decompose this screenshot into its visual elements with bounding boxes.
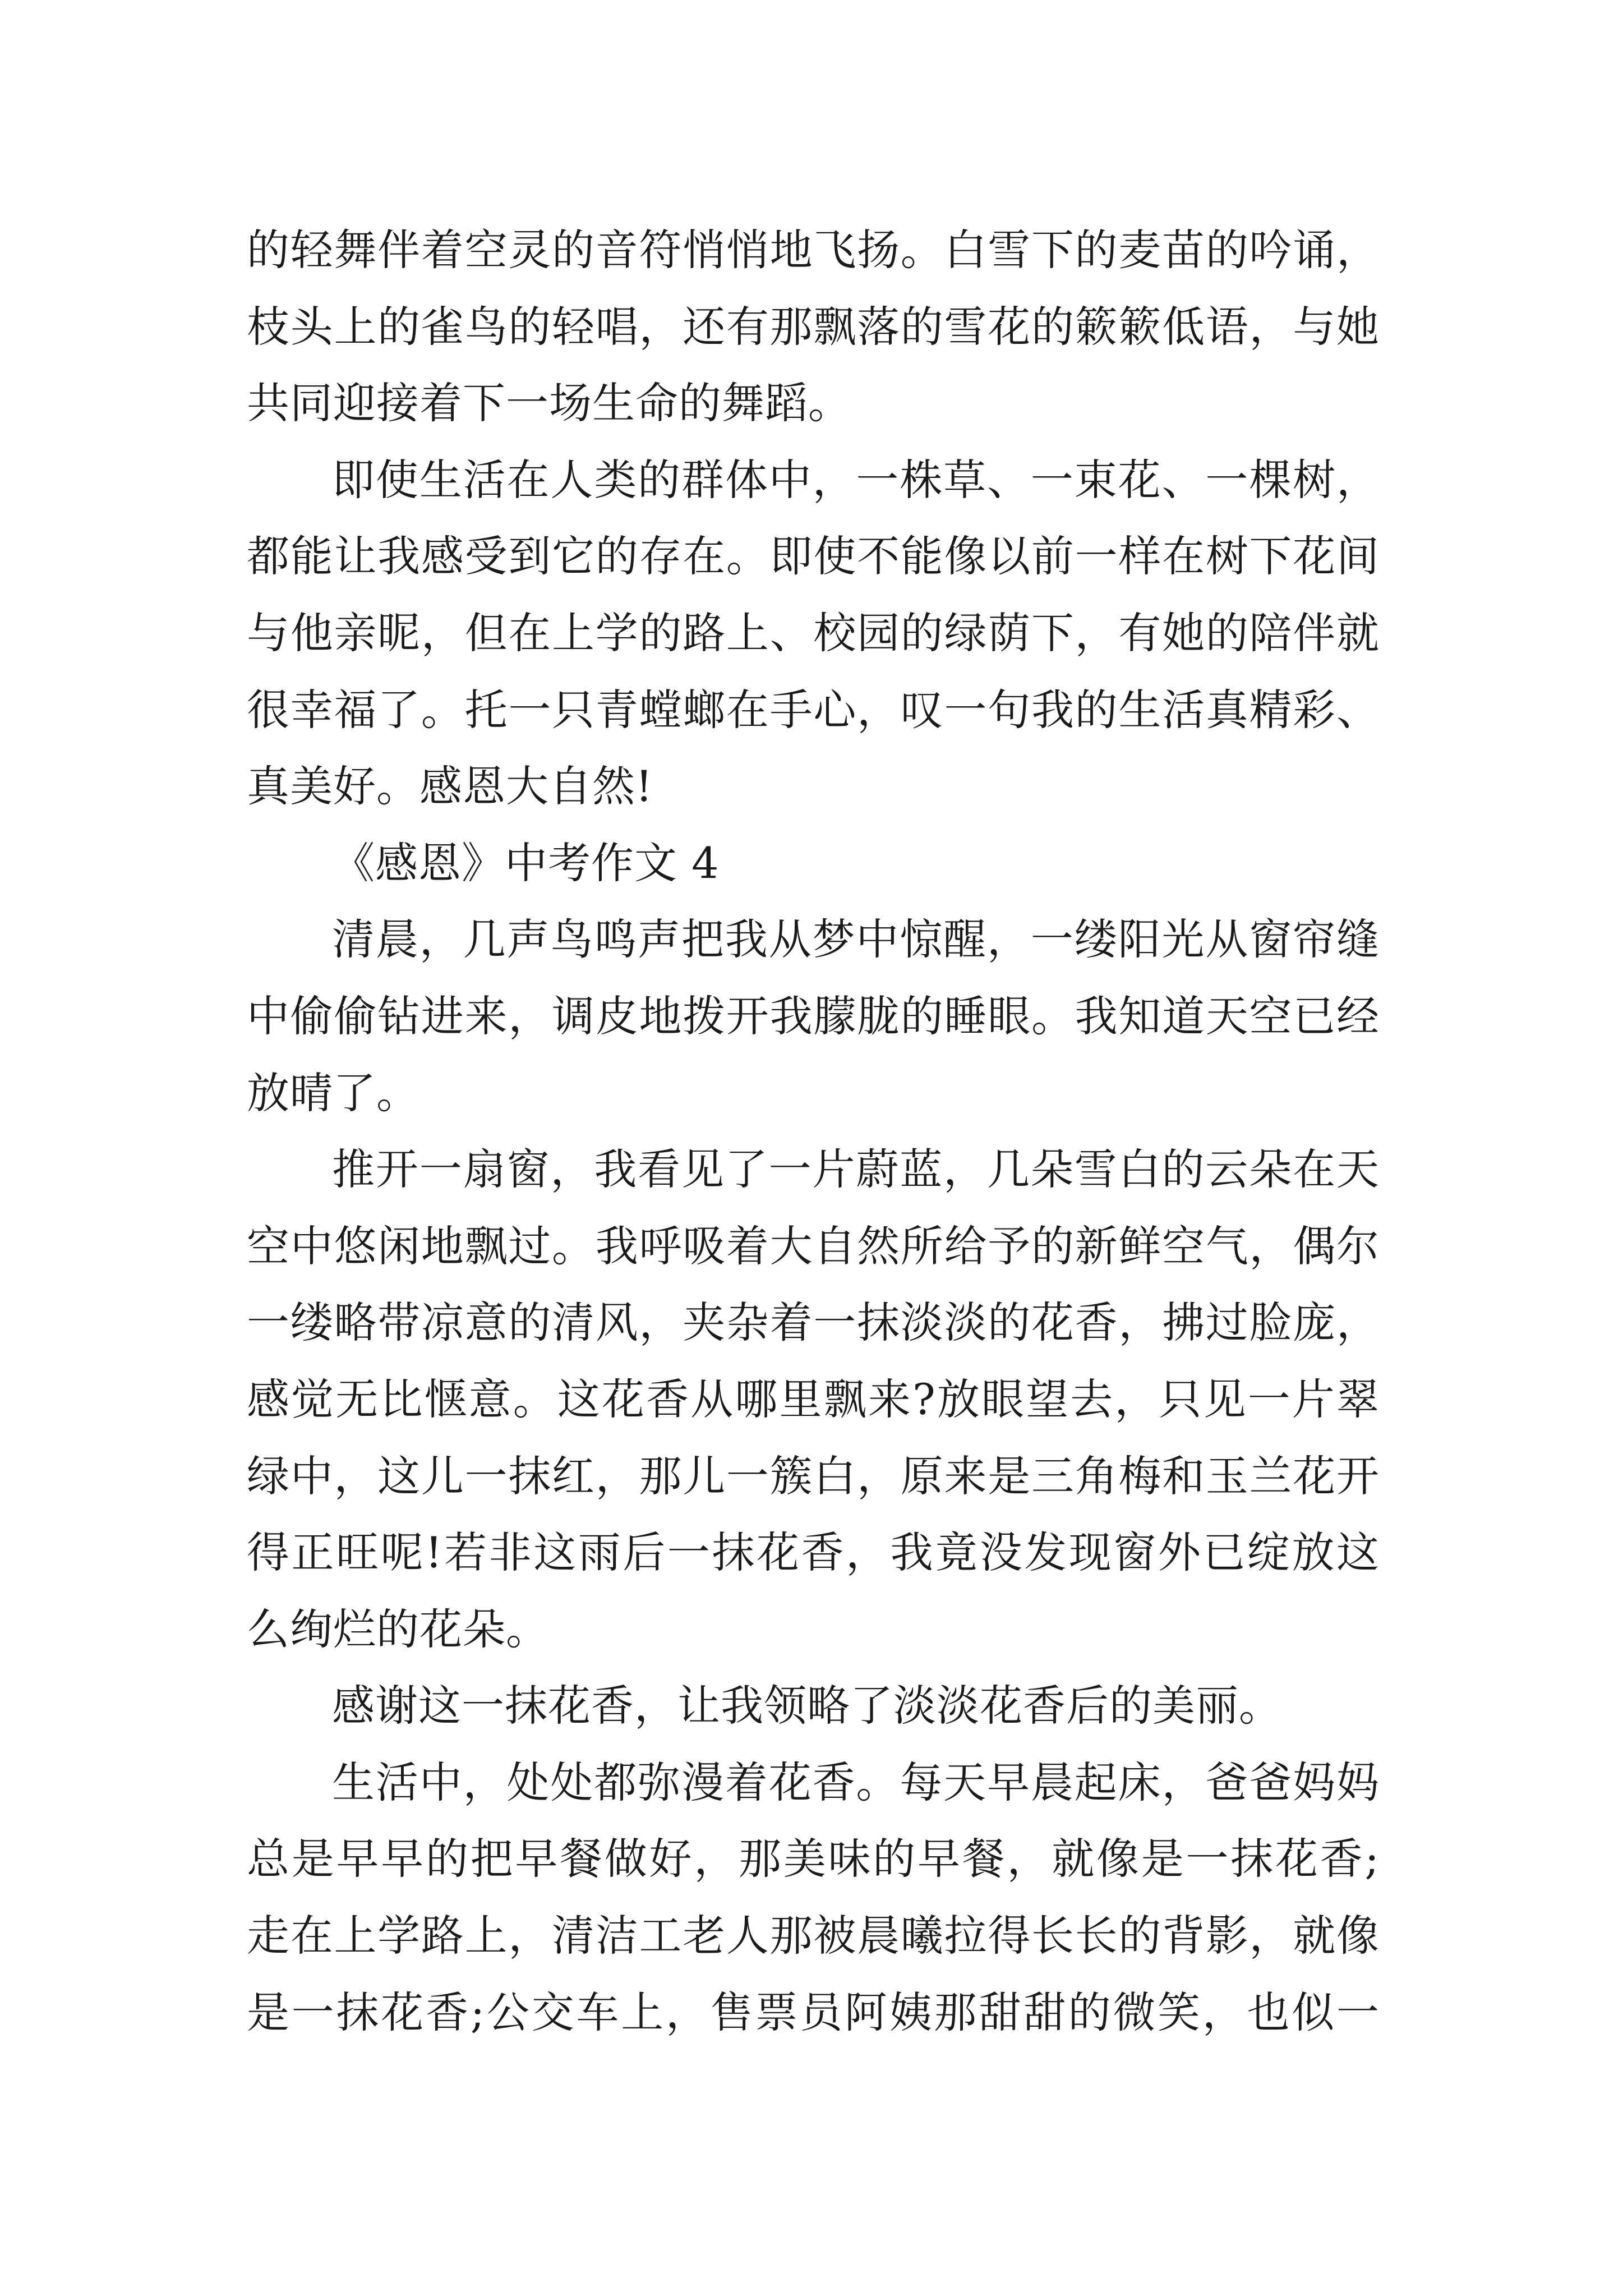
text-line: 生活中，处处都弥漫着花香。每天早晨起床，爸爸妈妈 xyxy=(332,1757,1380,1807)
text-line: 中偷偷钻进来，调皮地拨开我朦胧的睡眼。我知道天空已经 xyxy=(247,991,1380,1041)
text-line: 的轻舞伴着空灵的音符悄悄地飞扬。白雪下的麦苗的吟诵， xyxy=(247,225,1380,275)
text-line: 真美好。感恩大自然! xyxy=(247,761,653,812)
text-line: 共同迎接着下一场生命的舞蹈。 xyxy=(247,378,851,429)
text-line: 很幸福了。托一只青螳螂在手心，叹一句我的生活真精彩、 xyxy=(247,684,1380,735)
text-line: 绿中，这儿一抹红，那儿一簇白，原来是三角梅和玉兰花开 xyxy=(247,1451,1380,1501)
text-line: 都能让我感受到它的存在。即使不能像以前一样在树下花间 xyxy=(247,531,1380,582)
text-line: 感觉无比惬意。这花香从哪里飘来?放眼望去，只见一片翠 xyxy=(247,1374,1380,1424)
text-line: 枝头上的雀鸟的轻唱，还有那飘落的雪花的簌簌低语，与她 xyxy=(247,301,1380,352)
section-heading: 《感恩》中考作文 4 xyxy=(332,838,720,888)
text-line: 是一抹花香;公交车上，售票员阿姨那甜甜的微笑，也似一 xyxy=(247,1987,1380,2037)
text-line: 推开一扇窗，我看见了一片蔚蓝，几朵雪白的云朵在天 xyxy=(332,1144,1380,1195)
text-line: 一缕略带凉意的清风，夹杂着一抹淡淡的花香，拂过脸庞， xyxy=(247,1297,1380,1348)
text-line: 走在上学路上，清洁工老人那被晨曦拉得长长的背影，就像 xyxy=(247,1911,1380,1961)
text-line: 得正旺呢!若非这雨后一抹花香，我竟没发现窗外已绽放这 xyxy=(247,1527,1380,1578)
article-body xyxy=(247,212,1380,2051)
text-line: 总是早早的把早餐做好，那美味的早餐，就像是一抹花香; xyxy=(247,1834,1380,1884)
text-line: 与他亲昵，但在上学的路上、校园的绿荫下，有她的陪伴就 xyxy=(247,608,1380,658)
text-line: 么绚烂的花朵。 xyxy=(247,1604,549,1654)
text-line: 即使生活在人类的群体中，一株草、一束花、一棵树， xyxy=(332,454,1380,505)
text-line: 放晴了。 xyxy=(247,1068,419,1118)
text-line: 清晨，几声鸟鸣声把我从梦中惊醒，一缕阳光从窗帘缝 xyxy=(332,914,1380,965)
text-line: 空中悠闲地飘过。我呼吸着大自然所给予的新鲜空气，偶尔 xyxy=(247,1221,1380,1271)
text-line: 感谢这一抹花香，让我领略了淡淡花香后的美丽。 xyxy=(332,1681,1282,1731)
